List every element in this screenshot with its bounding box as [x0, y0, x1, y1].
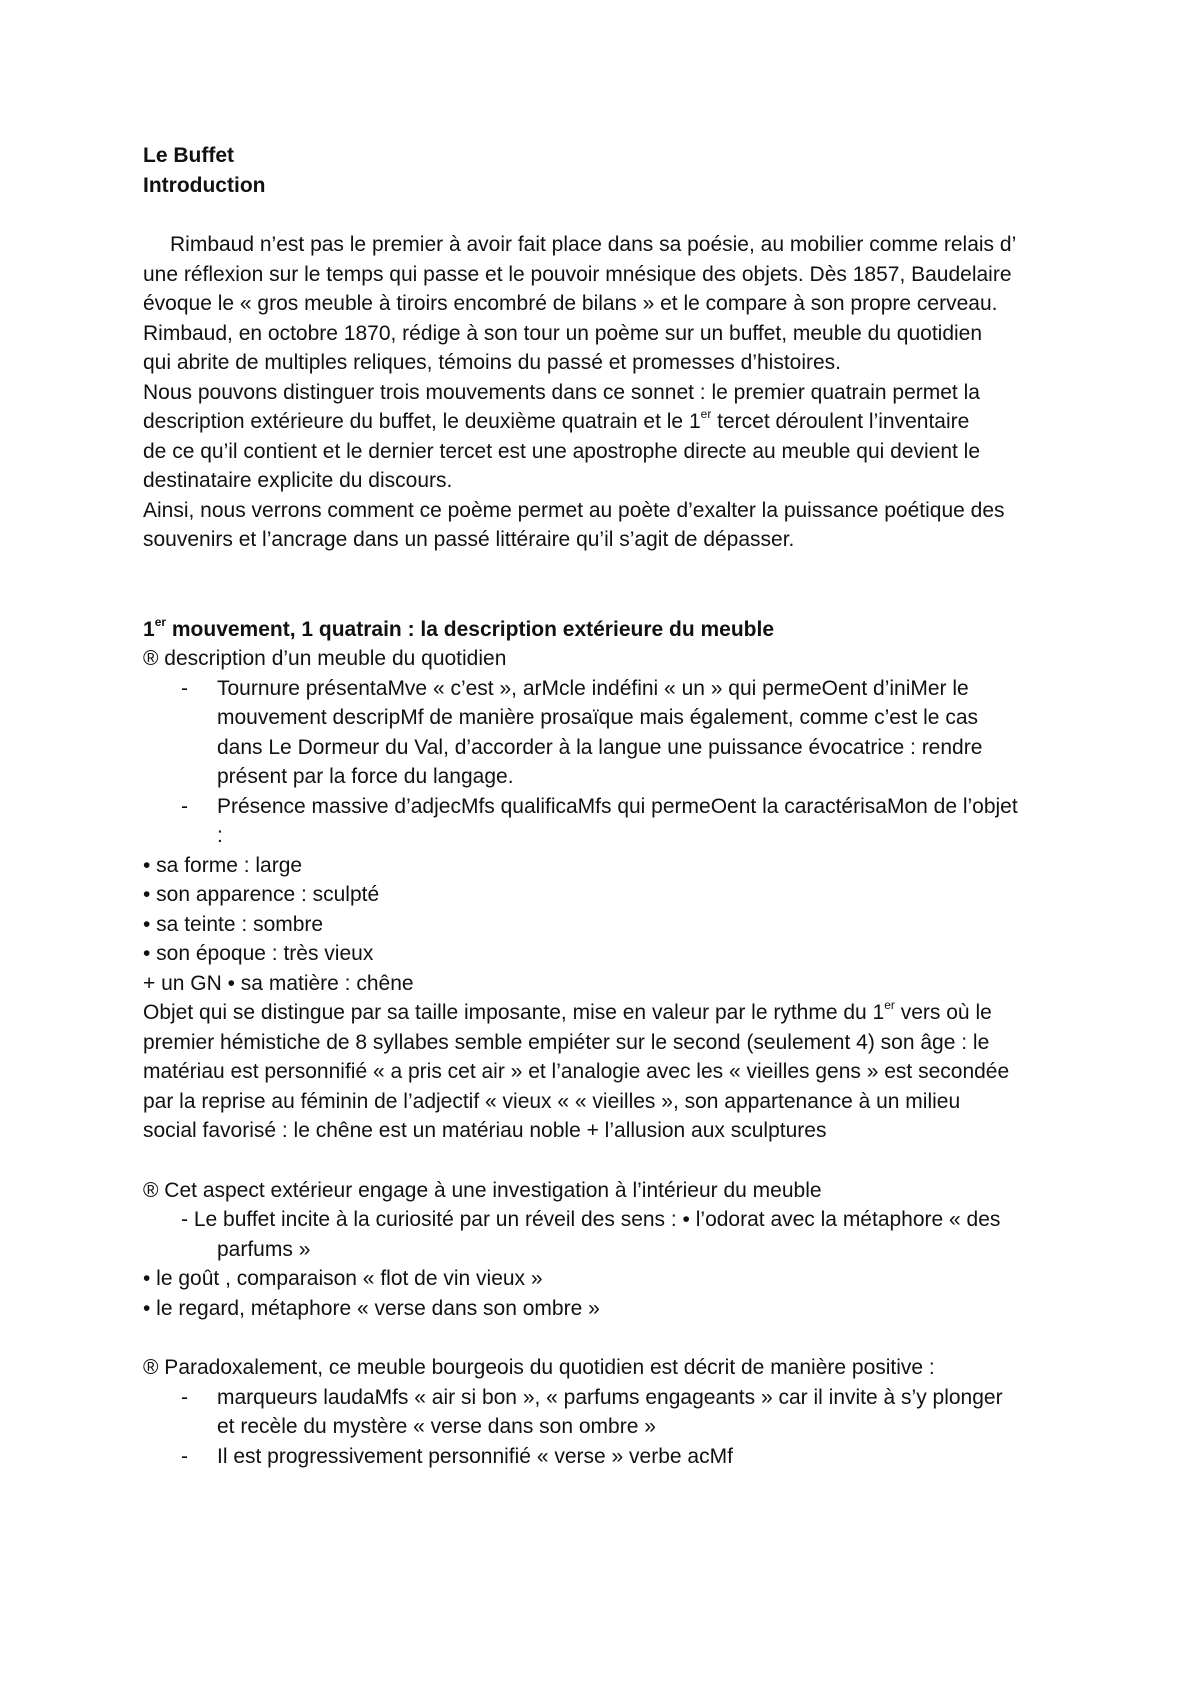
text-line: Présence massive d’adjecMfs qualificaMfs qui permeOent la caractérisaMon de l’objet [217, 794, 1018, 818]
text-line: - Le buffet incite à la curiosité par un réveil des sens : • l’odorat avec la métaphore « des [181, 1208, 1001, 1231]
text-line: mouvement descripMf de manière prosaïque mais également, comme c’est le cas [217, 706, 979, 729]
dash-marker: - [181, 1385, 188, 1409]
text-line: et recèle du mystère « verse dans son ombre » [217, 1415, 656, 1438]
text-line: social favorisé : le chêne est un matériau noble + l’allusion aux sculptures [143, 1119, 827, 1142]
text-line: dans Le Dormeur du Val, d’accorder à la langue une puissance évocatrice : rendre [217, 735, 983, 759]
text-line: Tournure présentaMve « c’est », arMcle indéfini « un » qui permeOent d’iniMer le [217, 676, 969, 700]
intro-paragraph-2 [143, 378, 1068, 496]
section-1-heading: 1er mouvement, 1 quatrain : la description extérieure du meuble [143, 614, 775, 641]
intro-heading: Introduction [143, 173, 266, 197]
list-item: • le regard, métaphore « verse dans son ombre » [143, 1296, 600, 1320]
list-item: + un GN • sa matière : chêne [143, 971, 414, 995]
dash-item [143, 1442, 1068, 1472]
text-line: Nous pouvons distinguer trois mouvements dans ce sonnet : le premier quatrain permet la [143, 380, 980, 404]
text-line: Objet qui se distingue par sa taille imposante, mise en valeur par le rythme du 1er vers où le [143, 998, 992, 1024]
superscript: er [154, 614, 167, 629]
list-item: • sa teinte : sombre [143, 912, 324, 936]
text-line: : [217, 824, 223, 847]
document-body [143, 141, 1068, 1471]
subheading-description: ® description d’un meuble du quotidien [143, 647, 507, 670]
dash-marker: - [181, 676, 188, 700]
text-line: souvenirs et l’ancrage dans un passé littéraire qu’il s’agit de dépasser. [143, 528, 795, 551]
text-line: parfums » [217, 1237, 311, 1261]
dash-item [143, 674, 1068, 792]
text-line: une réflexion sur le temps qui passe et le pouvoir mnésique des objets. Dès 1857, Baudelaire [143, 262, 1012, 286]
dash-item [143, 1383, 1068, 1442]
text-line: matériau est personnifié « a pris cet air » et l’analogie avec les « vieilles gens » est secondée [143, 1060, 1010, 1083]
text-line: de ce qu’il contient et le dernier tercet est une apostrophe directe au meuble qui devient le [143, 439, 981, 463]
list-item: • sa forme : large [143, 853, 303, 877]
text-line: premier hémistiche de 8 syllabes semble empiéter sur le second (seulement 4) son âge : le [143, 1030, 990, 1054]
superscript: er [700, 407, 712, 421]
dash-item [143, 792, 1068, 851]
document-title: Le Buffet [143, 144, 234, 167]
dash-marker: - [181, 1444, 188, 1468]
text-line: présent par la force du langage. [217, 765, 514, 788]
bullet-list [143, 851, 1068, 999]
intro-paragraph-3 [143, 496, 1068, 555]
text-line: marqueurs laudaMfs « air si bon », « parfums engageants » car il invite à s’y plonger [217, 1385, 1003, 1409]
dash-marker: - [181, 794, 188, 818]
text-line: Il est progressivement personnifié « verse » verbe acMf [217, 1444, 733, 1468]
intro-paragraph-1 [143, 230, 1068, 378]
list-item: • son apparence : sculpté [143, 883, 380, 906]
list-item: • son époque : très vieux [143, 942, 374, 965]
superscript: er [884, 998, 895, 1012]
subheading-paradox: ® Paradoxalement, ce meuble bourgeois du quotidien est décrit de manière positive : [143, 1356, 935, 1379]
text-line: Ainsi, nous verrons comment ce poème permet au poète d’exalter la puissance poétique des [143, 498, 1005, 522]
text-line: Rimbaud, en octobre 1870, rédige à son tour un poème sur un buffet, meuble du quotidien [143, 321, 983, 345]
text-line: Rimbaud n’est pas le premier à avoir fait place dans sa poésie, au mobilier comme relais d’ [170, 233, 1017, 256]
text-line: destinataire explicite du discours. [143, 469, 453, 492]
text-line: description extérieure du buffet, le deuxième quatrain et le 1er tercet déroulent l’inventaire [143, 407, 970, 433]
subheading-investigation: ® Cet aspect extérieur engage à une investigation à l’intérieur du meuble [143, 1178, 822, 1202]
text-line: évoque le « gros meuble à tiroirs encombré de bilans » et le compare à son propre cerveau. [143, 292, 998, 315]
list-item: • le goût , comparaison « flot de vin vieux » [143, 1267, 543, 1290]
text-line: qui abrite de multiples reliques, témoins du passé et promesses d’histoires. [143, 351, 842, 374]
object-paragraph [143, 998, 1068, 1146]
text-line: par la reprise au féminin de l’adjectif « vieux « « vieilles », son appartenance à un milieu [143, 1089, 961, 1113]
